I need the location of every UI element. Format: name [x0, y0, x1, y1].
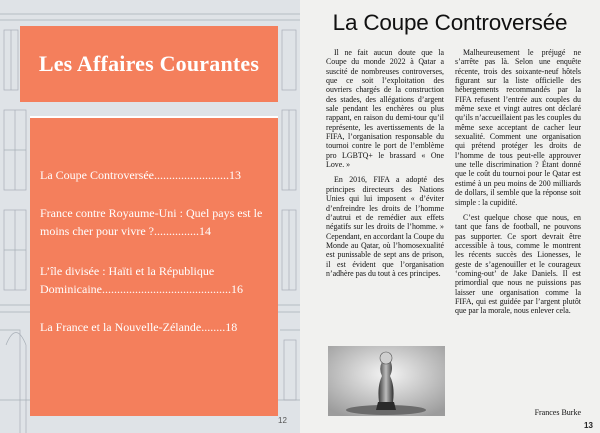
right-page — [300, 0, 600, 433]
trophy-image — [328, 346, 445, 416]
author-name: Frances Burke — [534, 408, 581, 417]
section-title: Les Affaires Courantes — [38, 51, 260, 76]
table-of-contents — [30, 116, 278, 416]
section-title-box — [20, 26, 278, 102]
page-number-right: 13 — [584, 421, 593, 430]
article-column-right — [455, 48, 581, 316]
page-number-left: 12 — [278, 416, 287, 425]
toc-entry[interactable]: L’île divisée : Haïti et la République Dominicaine...........................................16 — [40, 264, 243, 296]
article-title: La Coupe Controversée — [332, 10, 568, 35]
paragraph: Il ne fait aucun doute que la Coupe du monde 2022 à Qatar a suscité de nombreuses controverses, que ce soit l’exploitation des ouvriers chargés de la construction des stades, des allégations d’argent sale pendant les enchères ou plus rappant, en raison du demi-tour qu’il représente, les avertissements de la FIFA, l’organisation responsable du tournoi contre le port de l’emblème pro LGBTQ+ le brassard « One Love. » — [326, 48, 444, 170]
toc-entry[interactable]: La Coupe Controversée.........................13 — [40, 168, 241, 182]
paragraph: Malheureusement le préjugé ne s’arrête pas là. Selon une enquête récente, trois des soixante-neuf hôtels figurant sur la liste officielle des hébergements recommandés par la FIFA refusent l’entrée aux couples du même sexe et vingt autres ont déclaré qu’ils n’accueillaient pas les couples du même sexe acceptant de cacher leur sexualité. Comment une organisation qui prétend protéger les droits de l’homme de tous peut-elle approuver une telle discrimination ? Étant donné que le coût du tournoi pour le Qatar est estimé à un peu moins de 200 milliards de dollars, il semble que la réponse soit simple : la cupidité. — [455, 48, 581, 207]
paragraph: C’est quelque chose que nous, en tant que fans de football, ne pouvons pas supporter. Ce sport devrait être accessible à tous, comme le montrent les récents succès des Lionesses, le geste de s’agenouiller et le courageux ‘coming-out’ de Jake Daniels. Il est primordial que nous ne puissions pas laisser une organisation comme la FIFA, qui est guidée par l’argent plutôt que par la morale, nous enlever cela. — [455, 212, 581, 316]
toc-entry[interactable]: La France et la Nouvelle-Zélande........18 — [40, 320, 238, 334]
article-column-left — [326, 48, 444, 278]
paragraph: En 2016, FIFA a adopté des principes directeurs des Nations Unies qui lui imposent « d’éviter d’enfreindre les droits de l’homme d’autrui et de remédier aux effets négatifs sur les droits de l’homme. » Cependant, en accordant la Coupe du Monde au Qatar, où l’homosexualité est punissable de sept ans de prison, il est évident que l’organisation n’adhère pas du tout à ces principes. — [326, 175, 444, 278]
toc-entry[interactable]: France contre Royaume-Uni : Quel pays est le moins cher pour vivre ?...............14 — [40, 206, 263, 238]
world-cup-trophy-photo — [328, 346, 445, 416]
